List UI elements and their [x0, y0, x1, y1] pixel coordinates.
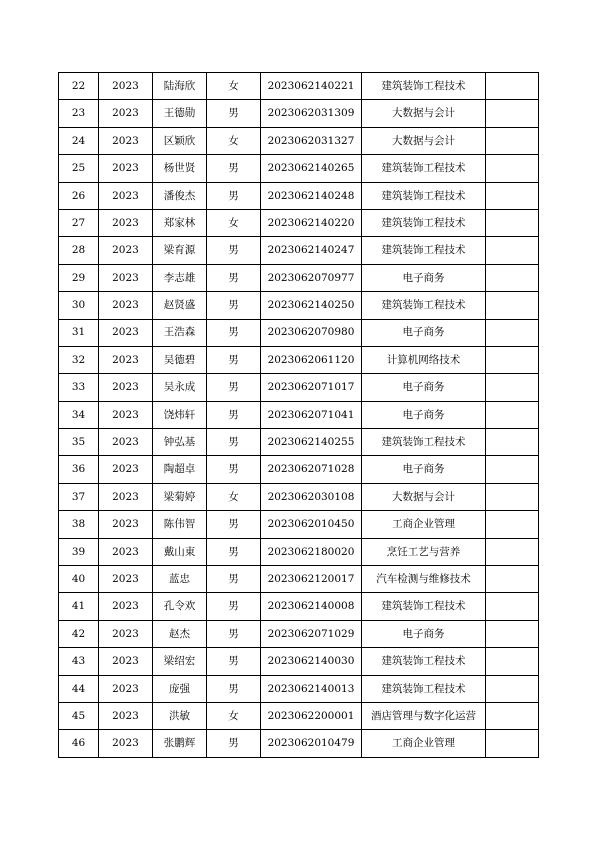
- enrollment-year-cell: 2023: [99, 511, 153, 538]
- table-row: [59, 675, 539, 702]
- enrollment-year-cell: 2023: [99, 648, 153, 675]
- table-row: [59, 209, 539, 236]
- student-name-cell: 陶超卓: [153, 456, 207, 483]
- student-name-cell: 张鹏辉: [153, 730, 207, 757]
- enrollment-year-cell: 2023: [99, 401, 153, 428]
- table-row: [59, 648, 539, 675]
- table-row: [59, 346, 539, 373]
- enrollment-year-cell: 2023: [99, 264, 153, 291]
- enrollment-year-cell: 2023: [99, 702, 153, 729]
- enrollment-year-cell: 2023: [99, 593, 153, 620]
- remark-cell: [486, 182, 539, 209]
- table-row: [59, 456, 539, 483]
- student-id-cell: 2023062140008: [261, 593, 362, 620]
- row-number-cell: 28: [59, 237, 99, 264]
- major-cell: 建筑装饰工程技术: [362, 237, 486, 264]
- table-row: [59, 401, 539, 428]
- row-number-cell: 30: [59, 292, 99, 319]
- remark-cell: [486, 374, 539, 401]
- enrollment-year-cell: 2023: [99, 566, 153, 593]
- table-row: [59, 155, 539, 182]
- row-number-cell: 36: [59, 456, 99, 483]
- gender-cell: 男: [207, 292, 261, 319]
- enrollment-year-cell: 2023: [99, 374, 153, 401]
- remark-cell: [486, 429, 539, 456]
- student-name-cell: 陆海欣: [153, 73, 207, 100]
- major-cell: 烹饪工艺与营养: [362, 538, 486, 565]
- gender-cell: 男: [207, 620, 261, 647]
- remark-cell: [486, 155, 539, 182]
- table-row: [59, 100, 539, 127]
- remark-cell: [486, 319, 539, 346]
- remark-cell: [486, 566, 539, 593]
- student-id-cell: 2023062140250: [261, 292, 362, 319]
- student-name-cell: 赵杰: [153, 620, 207, 647]
- enrollment-year-cell: 2023: [99, 100, 153, 127]
- gender-cell: 男: [207, 401, 261, 428]
- student-name-cell: 庞强: [153, 675, 207, 702]
- remark-cell: [486, 483, 539, 510]
- row-number-cell: 27: [59, 209, 99, 236]
- gender-cell: 男: [207, 593, 261, 620]
- table-row: [59, 538, 539, 565]
- student-name-cell: 孔令欢: [153, 593, 207, 620]
- table-row: [59, 730, 539, 757]
- student-id-cell: 2023062071017: [261, 374, 362, 401]
- student-id-cell: 2023062140265: [261, 155, 362, 182]
- row-number-cell: 44: [59, 675, 99, 702]
- enrollment-year-cell: 2023: [99, 620, 153, 647]
- student-id-cell: 2023062010479: [261, 730, 362, 757]
- student-name-cell: 蓝忠: [153, 566, 207, 593]
- remark-cell: [486, 127, 539, 154]
- enrollment-year-cell: 2023: [99, 319, 153, 346]
- table-row: [59, 73, 539, 100]
- student-id-cell: 2023062061120: [261, 346, 362, 373]
- enrollment-year-cell: 2023: [99, 346, 153, 373]
- gender-cell: 男: [207, 429, 261, 456]
- enrollment-year-cell: 2023: [99, 182, 153, 209]
- row-number-cell: 24: [59, 127, 99, 154]
- student-name-cell: 吴永成: [153, 374, 207, 401]
- gender-cell: 男: [207, 456, 261, 483]
- gender-cell: 男: [207, 648, 261, 675]
- major-cell: 工商企业管理: [362, 511, 486, 538]
- enrollment-year-cell: 2023: [99, 127, 153, 154]
- row-number-cell: 38: [59, 511, 99, 538]
- remark-cell: [486, 346, 539, 373]
- major-cell: 建筑装饰工程技术: [362, 155, 486, 182]
- student-name-cell: 赵贤盛: [153, 292, 207, 319]
- remark-cell: [486, 237, 539, 264]
- remark-cell: [486, 73, 539, 100]
- student-id-cell: 2023062070980: [261, 319, 362, 346]
- student-name-cell: 区颖欣: [153, 127, 207, 154]
- major-cell: 电子商务: [362, 319, 486, 346]
- remark-cell: [486, 100, 539, 127]
- gender-cell: 男: [207, 538, 261, 565]
- student-name-cell: 吴德碧: [153, 346, 207, 373]
- row-number-cell: 34: [59, 401, 99, 428]
- row-number-cell: 32: [59, 346, 99, 373]
- student-id-cell: 2023062140221: [261, 73, 362, 100]
- major-cell: 电子商务: [362, 456, 486, 483]
- table-row: [59, 620, 539, 647]
- row-number-cell: 39: [59, 538, 99, 565]
- student-id-cell: 2023062180020: [261, 538, 362, 565]
- major-cell: 建筑装饰工程技术: [362, 675, 486, 702]
- student-id-cell: 2023062140255: [261, 429, 362, 456]
- row-number-cell: 37: [59, 483, 99, 510]
- gender-cell: 女: [207, 127, 261, 154]
- enrollment-year-cell: 2023: [99, 675, 153, 702]
- table-row: [59, 237, 539, 264]
- enrollment-year-cell: 2023: [99, 456, 153, 483]
- gender-cell: 男: [207, 155, 261, 182]
- student-name-cell: 杨世贤: [153, 155, 207, 182]
- student-name-cell: 王浩森: [153, 319, 207, 346]
- gender-cell: 男: [207, 675, 261, 702]
- student-name-cell: 钟弘基: [153, 429, 207, 456]
- student-id-cell: 2023062120017: [261, 566, 362, 593]
- remark-cell: [486, 401, 539, 428]
- row-number-cell: 29: [59, 264, 99, 291]
- enrollment-year-cell: 2023: [99, 292, 153, 319]
- enrollment-year-cell: 2023: [99, 429, 153, 456]
- student-id-cell: 2023062071041: [261, 401, 362, 428]
- enrollment-year-cell: 2023: [99, 730, 153, 757]
- roster-body: [59, 73, 539, 758]
- table-row: [59, 566, 539, 593]
- gender-cell: 男: [207, 100, 261, 127]
- remark-cell: [486, 702, 539, 729]
- student-id-cell: 2023062030108: [261, 483, 362, 510]
- gender-cell: 女: [207, 73, 261, 100]
- table-row: [59, 292, 539, 319]
- gender-cell: 女: [207, 483, 261, 510]
- student-id-cell: 2023062071028: [261, 456, 362, 483]
- row-number-cell: 23: [59, 100, 99, 127]
- table-row: [59, 483, 539, 510]
- row-number-cell: 43: [59, 648, 99, 675]
- table-row: [59, 264, 539, 291]
- student-name-cell: 陈伟智: [153, 511, 207, 538]
- gender-cell: 男: [207, 566, 261, 593]
- major-cell: 电子商务: [362, 374, 486, 401]
- major-cell: 计算机网络技术: [362, 346, 486, 373]
- table-row: [59, 374, 539, 401]
- major-cell: 建筑装饰工程技术: [362, 209, 486, 236]
- major-cell: 电子商务: [362, 401, 486, 428]
- gender-cell: 男: [207, 730, 261, 757]
- student-name-cell: 洪敏: [153, 702, 207, 729]
- major-cell: 酒店管理与数字化运营: [362, 702, 486, 729]
- gender-cell: 男: [207, 264, 261, 291]
- row-number-cell: 31: [59, 319, 99, 346]
- student-name-cell: 梁菊婷: [153, 483, 207, 510]
- student-id-cell: 2023062140030: [261, 648, 362, 675]
- remark-cell: [486, 209, 539, 236]
- remark-cell: [486, 648, 539, 675]
- row-number-cell: 35: [59, 429, 99, 456]
- table-row: [59, 182, 539, 209]
- major-cell: 建筑装饰工程技术: [362, 292, 486, 319]
- gender-cell: 男: [207, 511, 261, 538]
- table-row: [59, 702, 539, 729]
- student-name-cell: 王德勋: [153, 100, 207, 127]
- row-number-cell: 26: [59, 182, 99, 209]
- major-cell: 建筑装饰工程技术: [362, 182, 486, 209]
- row-number-cell: 40: [59, 566, 99, 593]
- student-id-cell: 2023062010450: [261, 511, 362, 538]
- major-cell: 建筑装饰工程技术: [362, 648, 486, 675]
- remark-cell: [486, 264, 539, 291]
- enrollment-year-cell: 2023: [99, 73, 153, 100]
- remark-cell: [486, 675, 539, 702]
- student-id-cell: 2023062140220: [261, 209, 362, 236]
- student-id-cell: 2023062031309: [261, 100, 362, 127]
- row-number-cell: 45: [59, 702, 99, 729]
- student-id-cell: 2023062200001: [261, 702, 362, 729]
- major-cell: 建筑装饰工程技术: [362, 429, 486, 456]
- student-id-cell: 2023062140247: [261, 237, 362, 264]
- major-cell: 大数据与会计: [362, 100, 486, 127]
- row-number-cell: 22: [59, 73, 99, 100]
- remark-cell: [486, 292, 539, 319]
- student-name-cell: 梁育源: [153, 237, 207, 264]
- major-cell: 工商企业管理: [362, 730, 486, 757]
- table-row: [59, 429, 539, 456]
- major-cell: 大数据与会计: [362, 127, 486, 154]
- student-id-cell: 2023062031327: [261, 127, 362, 154]
- table-row: [59, 511, 539, 538]
- gender-cell: 女: [207, 702, 261, 729]
- table-row: [59, 593, 539, 620]
- table-row: [59, 127, 539, 154]
- row-number-cell: 46: [59, 730, 99, 757]
- major-cell: 建筑装饰工程技术: [362, 73, 486, 100]
- major-cell: 电子商务: [362, 264, 486, 291]
- enrollment-year-cell: 2023: [99, 237, 153, 264]
- gender-cell: 男: [207, 319, 261, 346]
- student-id-cell: 2023062070977: [261, 264, 362, 291]
- gender-cell: 女: [207, 209, 261, 236]
- gender-cell: 男: [207, 182, 261, 209]
- major-cell: 汽车检测与维修技术: [362, 566, 486, 593]
- remark-cell: [486, 538, 539, 565]
- enrollment-year-cell: 2023: [99, 538, 153, 565]
- enrollment-year-cell: 2023: [99, 483, 153, 510]
- student-id-cell: 2023062140013: [261, 675, 362, 702]
- row-number-cell: 42: [59, 620, 99, 647]
- major-cell: 电子商务: [362, 620, 486, 647]
- major-cell: 大数据与会计: [362, 483, 486, 510]
- student-roster-table: [58, 72, 539, 758]
- gender-cell: 男: [207, 237, 261, 264]
- row-number-cell: 25: [59, 155, 99, 182]
- row-number-cell: 41: [59, 593, 99, 620]
- remark-cell: [486, 620, 539, 647]
- student-name-cell: 梁绍宏: [153, 648, 207, 675]
- student-name-cell: 饶炜轩: [153, 401, 207, 428]
- gender-cell: 男: [207, 374, 261, 401]
- student-name-cell: 潘俊杰: [153, 182, 207, 209]
- remark-cell: [486, 511, 539, 538]
- gender-cell: 男: [207, 346, 261, 373]
- student-id-cell: 2023062140248: [261, 182, 362, 209]
- table-row: [59, 319, 539, 346]
- student-name-cell: 戴山東: [153, 538, 207, 565]
- major-cell: 建筑装饰工程技术: [362, 593, 486, 620]
- enrollment-year-cell: 2023: [99, 155, 153, 182]
- remark-cell: [486, 730, 539, 757]
- student-id-cell: 2023062071029: [261, 620, 362, 647]
- remark-cell: [486, 593, 539, 620]
- remark-cell: [486, 456, 539, 483]
- student-name-cell: 李志雄: [153, 264, 207, 291]
- row-number-cell: 33: [59, 374, 99, 401]
- enrollment-year-cell: 2023: [99, 209, 153, 236]
- student-name-cell: 郑家林: [153, 209, 207, 236]
